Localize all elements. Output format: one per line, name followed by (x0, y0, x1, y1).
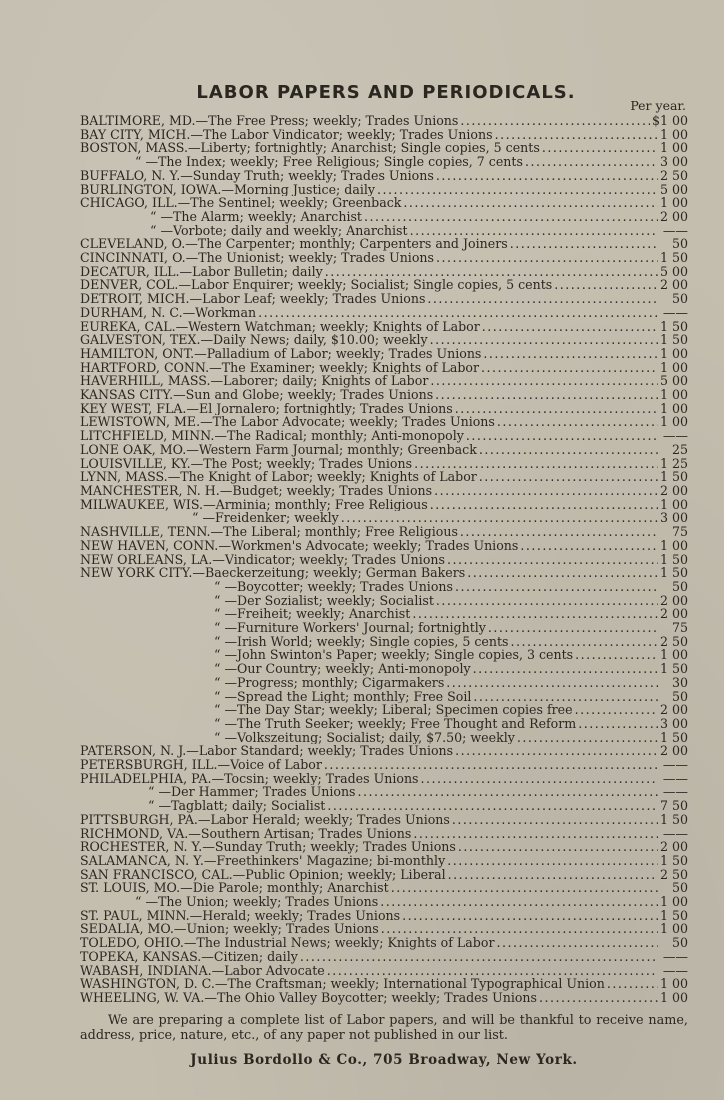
entry-price: 75 (671, 621, 688, 635)
list-item (80, 813, 688, 827)
leader-dots (421, 772, 658, 786)
entry-text: BALTIMORE, MD.—The Free Press; weekly; Trades Unions (80, 114, 459, 128)
entry-price: 1 00 (659, 360, 688, 375)
entry-price: 1 00 (659, 127, 688, 142)
list-item (80, 881, 688, 895)
entry-price: 2 00 (659, 703, 688, 717)
entry-text: LOUISVILLE, KY.—The Post; weekly; Trades Unions (80, 456, 413, 471)
entry-price: —— (662, 826, 688, 841)
list-item (80, 415, 688, 429)
leader-dots (430, 498, 658, 512)
entry-text: ST. LOUIS, MO.—Die Parole; monthly; Anarchist (80, 881, 389, 896)
entry-price: 2 00 (659, 607, 688, 622)
list-item (80, 196, 688, 210)
list-item (80, 511, 688, 525)
entry-text: WASHINGTON, D. C.—The Craftsman; weekly; International Typographical Union (80, 977, 605, 991)
entry-price: 1 25 (659, 456, 688, 471)
entry-price: 50 (671, 936, 688, 950)
leader-dots (377, 183, 658, 197)
leader-dots (381, 922, 658, 936)
leader-dots (364, 210, 658, 224)
entry-price: 2 00 (659, 593, 688, 608)
leader-dots (466, 429, 658, 443)
entry-price: 1 50 (659, 566, 688, 580)
entry-price: —— (662, 305, 688, 320)
leader-dots (436, 169, 658, 183)
list-item (80, 758, 688, 772)
leader-dots (473, 690, 658, 704)
list-item (80, 772, 688, 786)
list-item (80, 703, 688, 717)
list-item (80, 251, 688, 265)
leader-dots (258, 306, 658, 320)
leader-dots (455, 580, 658, 594)
entry-text: “ —Vorbote; daily and weekly; Anarchist (150, 223, 408, 238)
leader-dots (410, 224, 658, 238)
entry-text: BAY CITY, MICH.—The Labor Vindicator; weekly; Trades Unions (80, 127, 493, 142)
leader-dots (473, 662, 658, 676)
entry-price: 25 (671, 442, 688, 457)
entry-text: TOLEDO, OHIO.—The Industrial News; weekly; Knights of Labor (80, 936, 495, 950)
entry-text: HAMILTON, ONT.—Palladium of Labor; weekly; Trades Unions (80, 346, 482, 361)
entry-price: 1 00 (659, 977, 688, 991)
entry-price: —— (662, 771, 688, 786)
leader-dots (446, 676, 658, 690)
list-item (80, 840, 688, 854)
leader-dots (483, 347, 658, 361)
entry-text: “ —Volkszeitung; Socialist; daily, $7.50; weekly (214, 730, 515, 745)
entry-price: 1 00 (659, 141, 688, 156)
entry-text: NEW HAVEN, CONN.—Workmen's Advocate; weekly; Trades Unions (80, 538, 519, 553)
entry-price: 3 00 (659, 511, 688, 526)
list-item (80, 224, 688, 238)
entry-price: 1 50 (659, 319, 688, 334)
leader-dots (575, 648, 658, 662)
list-item (80, 306, 688, 320)
leader-dots (391, 881, 658, 895)
entry-price: 1 50 (659, 662, 688, 676)
leader-dots (447, 553, 658, 567)
entry-text: CINCINNATI, O.—The Unionist; weekly; Trades Unions (80, 251, 434, 265)
leader-dots (578, 717, 658, 731)
list-item (80, 470, 688, 484)
list-item (80, 320, 688, 334)
entry-text: MANCHESTER, N. H.—Budget; weekly; Trades Unions (80, 483, 433, 498)
entry-text: KANSAS CITY.—Sun and Globe; weekly; Trades Unions (80, 388, 434, 402)
leader-dots (554, 278, 658, 292)
list-item (80, 374, 688, 388)
entry-text: “ —John Swinton's Paper; weekly; Single copies, 3 cents (214, 648, 574, 663)
leader-dots (467, 566, 658, 580)
periodicals-list (80, 114, 688, 1005)
entry-text: “ —Furniture Workers' Journal; fortnightly (214, 621, 486, 635)
entry-text: WABASH, INDIANA.—Labor Advocate (80, 963, 325, 978)
entry-price: 1 00 (659, 388, 688, 402)
leader-dots (460, 525, 658, 539)
entry-text: GALVESTON, TEX.—Daily News; daily, $10.00; weekly (80, 333, 428, 347)
list-item (80, 909, 688, 923)
list-item (80, 991, 688, 1005)
entry-text: DECATUR, ILL.—Labor Bulletin; daily (80, 264, 323, 279)
leader-dots (510, 635, 657, 649)
entry-text: KEY WEST, FLA.—El Jornalero; fortnightly; Trades Unions (80, 401, 453, 416)
list-item (80, 553, 688, 567)
entry-price: 1 00 (659, 196, 688, 210)
entry-price: 2 00 (659, 209, 688, 224)
leader-dots (458, 840, 658, 854)
entry-price: 5 00 (659, 374, 688, 389)
leader-dots (455, 402, 658, 416)
entry-price: 1 00 (659, 922, 688, 937)
entry-text: SAN FRANCISCO, CAL.—Public Opinion; weekly; Liberal (80, 867, 446, 882)
list-item (80, 964, 688, 978)
leader-dots (542, 141, 658, 155)
entry-price: 1 00 (659, 538, 688, 553)
list-item (80, 183, 688, 197)
leader-dots (412, 607, 658, 621)
entry-price: 50 (671, 689, 688, 704)
entry-text: “ —Boycotter; weekly; Trades Unions (214, 579, 453, 594)
entry-price: 1 50 (659, 730, 688, 745)
leader-dots (481, 361, 658, 375)
list-item (80, 169, 688, 183)
entry-text: BUFFALO, N. Y.—Sunday Truth; weekly; Trades Unions (80, 168, 434, 183)
list-item (80, 278, 688, 292)
list-item (80, 498, 688, 512)
list-item (80, 648, 688, 662)
leader-dots (607, 977, 658, 991)
entry-price: 1 50 (659, 470, 688, 484)
entry-text: TOPEKA, KANSAS.—Citizen; daily (80, 949, 298, 964)
leader-dots (402, 909, 658, 923)
entry-text: DETROIT, MICH.—Labor Leaf; weekly; Trades Unions (80, 292, 426, 306)
entry-text: “ —Progress; monthly; Cigarmakers (214, 675, 445, 690)
list-item (80, 580, 688, 594)
entry-text: MILWAUKEE, WIS.—Arminia; monthly; Free Religious (80, 497, 428, 512)
entry-price: 1 00 (659, 895, 688, 909)
list-item (80, 292, 688, 306)
leader-dots (358, 785, 658, 799)
entry-price: 50 (671, 237, 688, 252)
entry-text: BURLINGTON, IOWA.—Morning Justice; daily (80, 182, 376, 197)
entry-text: ROCHESTER, N. Y.—Sunday Truth; weekly; Trades Unions (80, 840, 456, 854)
list-item (80, 539, 688, 553)
entry-price: 2 00 (659, 483, 688, 498)
entry-price: —— (662, 785, 688, 800)
entry-price: 1 00 (659, 991, 688, 1005)
leader-dots (380, 895, 658, 909)
footer-note: We are preparing a complete list of Labor papers, and will be thankful to receive name, address, price, nature, etc., of any paper not published in our list. (80, 1013, 688, 1043)
leader-dots (325, 265, 658, 279)
entry-text: “ —Our Country; weekly; Anti-monopoly (214, 662, 471, 676)
entry-price: 2 50 (659, 867, 688, 882)
entry-text: HARTFORD, CONN.—The Examiner; weekly; Knights of Labor (80, 360, 480, 375)
entry-text: NEW ORLEANS, LA.—Vindicator; weekly; Trades Unions (80, 552, 445, 567)
entry-text: RICHMOND, VA.—Southern Artisan; Trades Unions (80, 826, 412, 841)
publisher-imprint: Julius Bordollo & Co., 705 Broadway, New York. (190, 1052, 578, 1068)
entry-price: 1 50 (659, 812, 688, 827)
entry-price: 1 50 (659, 251, 688, 265)
leader-dots (479, 443, 658, 457)
entry-price: 2 00 (659, 744, 688, 759)
list-item (80, 868, 688, 882)
entry-price: 1 00 (659, 648, 688, 663)
entry-price: —— (662, 963, 688, 978)
list-item (80, 690, 688, 704)
entry-price: —— (662, 429, 688, 443)
entry-text: LYNN, MASS.—The Knight of Labor; weekly; Knights of Labor (80, 470, 477, 484)
list-item (80, 744, 688, 758)
leader-dots (327, 964, 658, 978)
list-item (80, 347, 688, 361)
entry-price: 1 00 (659, 497, 688, 512)
list-item (80, 361, 688, 375)
leader-dots (455, 744, 658, 758)
entry-text: DENVER, COL.—Labor Enquirer; weekly; Socialist; Single copies, 5 cents (80, 278, 553, 293)
entry-text: PETERSBURGH, ILL.—Voice of Labor (80, 758, 322, 772)
list-item (80, 402, 688, 416)
leader-dots (460, 114, 650, 128)
list-item (80, 607, 688, 621)
list-item (80, 676, 688, 690)
list-item (80, 388, 688, 402)
list-item (80, 950, 688, 964)
list-item (80, 333, 688, 347)
list-item (80, 594, 688, 608)
leader-dots (517, 731, 658, 745)
entry-text: HAVERHILL, MASS.—Laborer; daily; Knights of Labor (80, 374, 429, 389)
list-item (80, 525, 688, 539)
list-item (80, 429, 688, 443)
entry-price: 5 00 (659, 264, 688, 279)
per-year-label: Per year. (630, 98, 686, 113)
entry-price: 1 00 (659, 401, 688, 416)
entry-price: 75 (671, 525, 688, 539)
entry-text: LONE OAK, MO.—Western Farm Journal; monthly; Greenback (80, 442, 477, 457)
entry-text: “ —The Day Star; weekly; Liberal; Specimen copies free (214, 703, 573, 717)
list-item (80, 977, 688, 991)
entry-text: LITCHFIELD, MINN.—The Radical; monthly; Anti-monopoly (80, 429, 464, 443)
list-item (80, 128, 688, 142)
entry-price: —— (662, 223, 688, 238)
entry-price: 3 00 (659, 716, 688, 731)
entry-price: 1 00 (659, 346, 688, 361)
leader-dots (435, 388, 658, 402)
list-item (80, 621, 688, 635)
entry-text: “ —Spread the Light; monthly; Free Soil (214, 689, 472, 704)
entry-text: “ —Tagblatt; daily; Socialist (148, 799, 326, 813)
leader-dots (430, 374, 658, 388)
list-item (80, 484, 688, 498)
leader-dots (327, 799, 658, 813)
entry-price: 1 50 (659, 853, 688, 868)
entry-text: LEWISTOWN, ME.—The Labor Advocate; weekly; Trades Unions (80, 415, 495, 430)
entry-text: NASHVILLE, TENN.—The Liberal; monthly; Free Religious (80, 525, 458, 539)
entry-text: SALAMANCA, N. Y.—Freethinkers' Magazine; bi-monthly (80, 853, 446, 868)
entry-text: EUREKA, CAL.—Western Watchman; weekly; Knights of Labor (80, 319, 480, 334)
entry-text: “ —The Alarm; weekly; Anarchist (150, 209, 362, 224)
entry-price: 2 00 (659, 840, 688, 854)
leader-dots (488, 621, 658, 635)
list-item (80, 854, 688, 868)
entry-price: 1 50 (659, 333, 688, 347)
leader-dots (427, 292, 658, 306)
list-item (80, 799, 688, 813)
list-item (80, 457, 688, 471)
leader-dots (430, 333, 658, 347)
list-item (80, 731, 688, 745)
page-title: LABOR PAPERS AND PERIODICALS. (196, 82, 576, 103)
entry-price: 50 (671, 579, 688, 594)
entry-price: 1 00 (659, 415, 688, 430)
leader-dots (324, 758, 658, 772)
list-item (80, 141, 688, 155)
entry-text: “ —The Index; weekly; Free Religious; Single copies, 7 cents (135, 155, 523, 169)
leader-dots (575, 703, 658, 717)
leader-dots (482, 320, 658, 334)
entry-price: 1 50 (659, 908, 688, 923)
leader-dots (520, 539, 658, 553)
entry-text: ST. PAUL, MINN.—Herald; weekly; Trades Unions (80, 908, 401, 923)
entry-text: “ —Der Sozialist; weekly; Socialist (214, 593, 434, 608)
leader-dots (479, 470, 658, 484)
entry-text: “ —Der Hammer; Trades Unions (148, 785, 356, 800)
leader-dots (436, 251, 658, 265)
entry-text: BOSTON, MASS.—Liberty; fortnightly; Anarchist; Single copies, 5 cents (80, 141, 540, 156)
entry-text: NEW YORK CITY.—Baeckerzeitung; weekly; German Bakers (80, 566, 466, 580)
entry-text: “ —The Truth Seeker; weekly; Free Thought and Reform (214, 716, 577, 731)
leader-dots (300, 950, 658, 964)
entry-price: 5 00 (659, 182, 688, 197)
entry-text: PATERSON, N. J.—Labor Standard; weekly; Trades Unions (80, 744, 454, 759)
leader-dots (436, 594, 658, 608)
entry-text: CHICAGO, ILL.—The Sentinel; weekly; Greenback (80, 196, 402, 210)
leader-dots (341, 511, 658, 525)
entry-text: “ —Irish World; weekly; Single copies, 5 cents (214, 634, 509, 649)
list-item (80, 936, 688, 950)
leader-dots (539, 991, 658, 1005)
leader-dots (414, 457, 658, 471)
entry-text: SEDALIA, MO.—Union; weekly; Trades Unions (80, 922, 379, 937)
entry-price: 1 50 (659, 552, 688, 567)
list-item (80, 114, 688, 128)
leader-dots (525, 155, 658, 169)
entry-text: CLEVELAND, O.—The Carpenter; monthly; Carpenters and Joiners (80, 237, 508, 252)
leader-dots (413, 827, 658, 841)
entry-text: PHILADELPHIA, PA.—Tocsin; weekly; Trades Unions (80, 771, 419, 786)
entry-text: “ —Freidenker; weekly (192, 511, 339, 526)
leader-dots (434, 484, 658, 498)
entry-price: —— (662, 758, 688, 772)
entry-text: PITTSBURGH, PA.—Labor Herald; weekly; Trades Unions (80, 812, 450, 827)
entry-text: “ —The Union; weekly; Trades Unions (135, 895, 379, 909)
list-item (80, 785, 688, 799)
leader-dots (497, 415, 658, 429)
list-item (80, 717, 688, 731)
leader-dots (447, 854, 658, 868)
entry-price: 50 (671, 292, 688, 306)
entry-price: 3 00 (659, 155, 688, 169)
list-item (80, 922, 688, 936)
entry-price: 2 50 (659, 634, 688, 649)
entry-price: 7 50 (659, 799, 688, 813)
list-item (80, 566, 688, 580)
entry-price: —— (662, 949, 688, 964)
entry-price: 2 50 (659, 168, 688, 183)
leader-dots (403, 196, 658, 210)
entry-price: 50 (671, 881, 688, 896)
list-item (80, 895, 688, 909)
leader-dots (448, 868, 658, 882)
entry-text: WHEELING, W. VA.—The Ohio Valley Boycotter; weekly; Trades Unions (80, 991, 538, 1005)
entry-price: 2 00 (659, 278, 688, 293)
list-item (80, 237, 688, 251)
leader-dots (510, 237, 658, 251)
entry-text: “ —Freiheit; weekly; Anarchist (214, 607, 411, 622)
list-item (80, 210, 688, 224)
leader-dots (495, 128, 658, 142)
list-item (80, 827, 688, 841)
list-item (80, 635, 688, 649)
entry-price: 30 (671, 675, 688, 690)
list-item (80, 155, 688, 169)
list-item (80, 662, 688, 676)
entry-text: DURHAM, N. C.—Workman (80, 305, 257, 320)
entry-price: $1 00 (651, 114, 688, 128)
list-item (80, 443, 688, 457)
leader-dots (496, 936, 658, 950)
leader-dots (452, 813, 658, 827)
list-item (80, 265, 688, 279)
